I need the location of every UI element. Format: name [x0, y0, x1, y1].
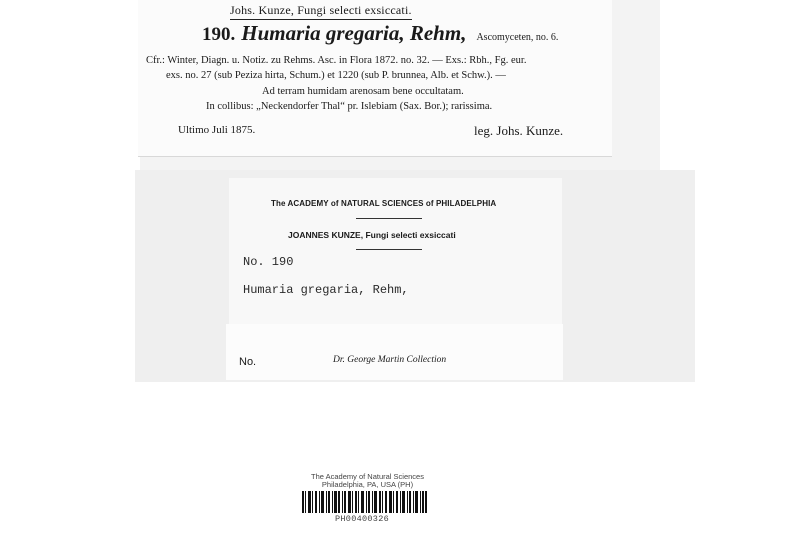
barcode-number: PH00400326: [335, 514, 390, 524]
citation-line-2: exs. no. 27 (sub Peziza hirta, Schum.) et 1220 (sub P. brunnea, Alb. et Schw.). —: [166, 70, 506, 81]
divider-rule: [356, 249, 422, 250]
species-name: Humaria gregaria, Rehm,: [241, 21, 467, 45]
barcode-line-2: Philadelphia, PA, USA (PH): [321, 480, 414, 489]
habitat-line: Ad terram humidam arenosam bene occultatam.: [262, 86, 464, 97]
typed-species: Humaria gregaria, Rehm,: [243, 283, 409, 297]
citation-line-1: Cfr.: Winter, Diagn. u. Notiz. zu Rehms. Asc. in Flora 1872. no. 32. — Exs.: Rbh., Fg. eur.: [146, 55, 527, 66]
group-note: Ascomyceten, no. 6.: [476, 32, 559, 43]
specimen-number: 190.: [202, 24, 236, 45]
collector: leg. Johs. Kunze.: [474, 123, 564, 138]
title-row: [202, 21, 558, 46]
academy-card-lower: [226, 324, 563, 380]
barcode-line-1: The Academy of Natural Sciences: [311, 472, 424, 481]
divider-rule: [356, 218, 422, 219]
institution-name: The ACADEMY of NATURAL SCIENCES of PHILADELPHIA: [271, 199, 497, 208]
typed-number: No. 190: [243, 255, 294, 269]
collection-name: Dr. George Martin Collection: [333, 355, 447, 365]
series-title: JOANNES KUNZE, Fungi selecti exsiccati: [288, 230, 456, 240]
no-label: No.: [239, 356, 257, 368]
locality-line: In collibus: „Neckendorfer Thal“ pr. Islebiam (Sax. Bor.); rarissima.: [206, 101, 493, 112]
collection-date: Ultimo Juli 1875.: [178, 124, 256, 136]
barcode-institution: [310, 473, 425, 489]
series-header: Johs. Kunze, Fungi selecti exsiccati.: [230, 3, 412, 20]
barcode-icon: [300, 491, 428, 513]
